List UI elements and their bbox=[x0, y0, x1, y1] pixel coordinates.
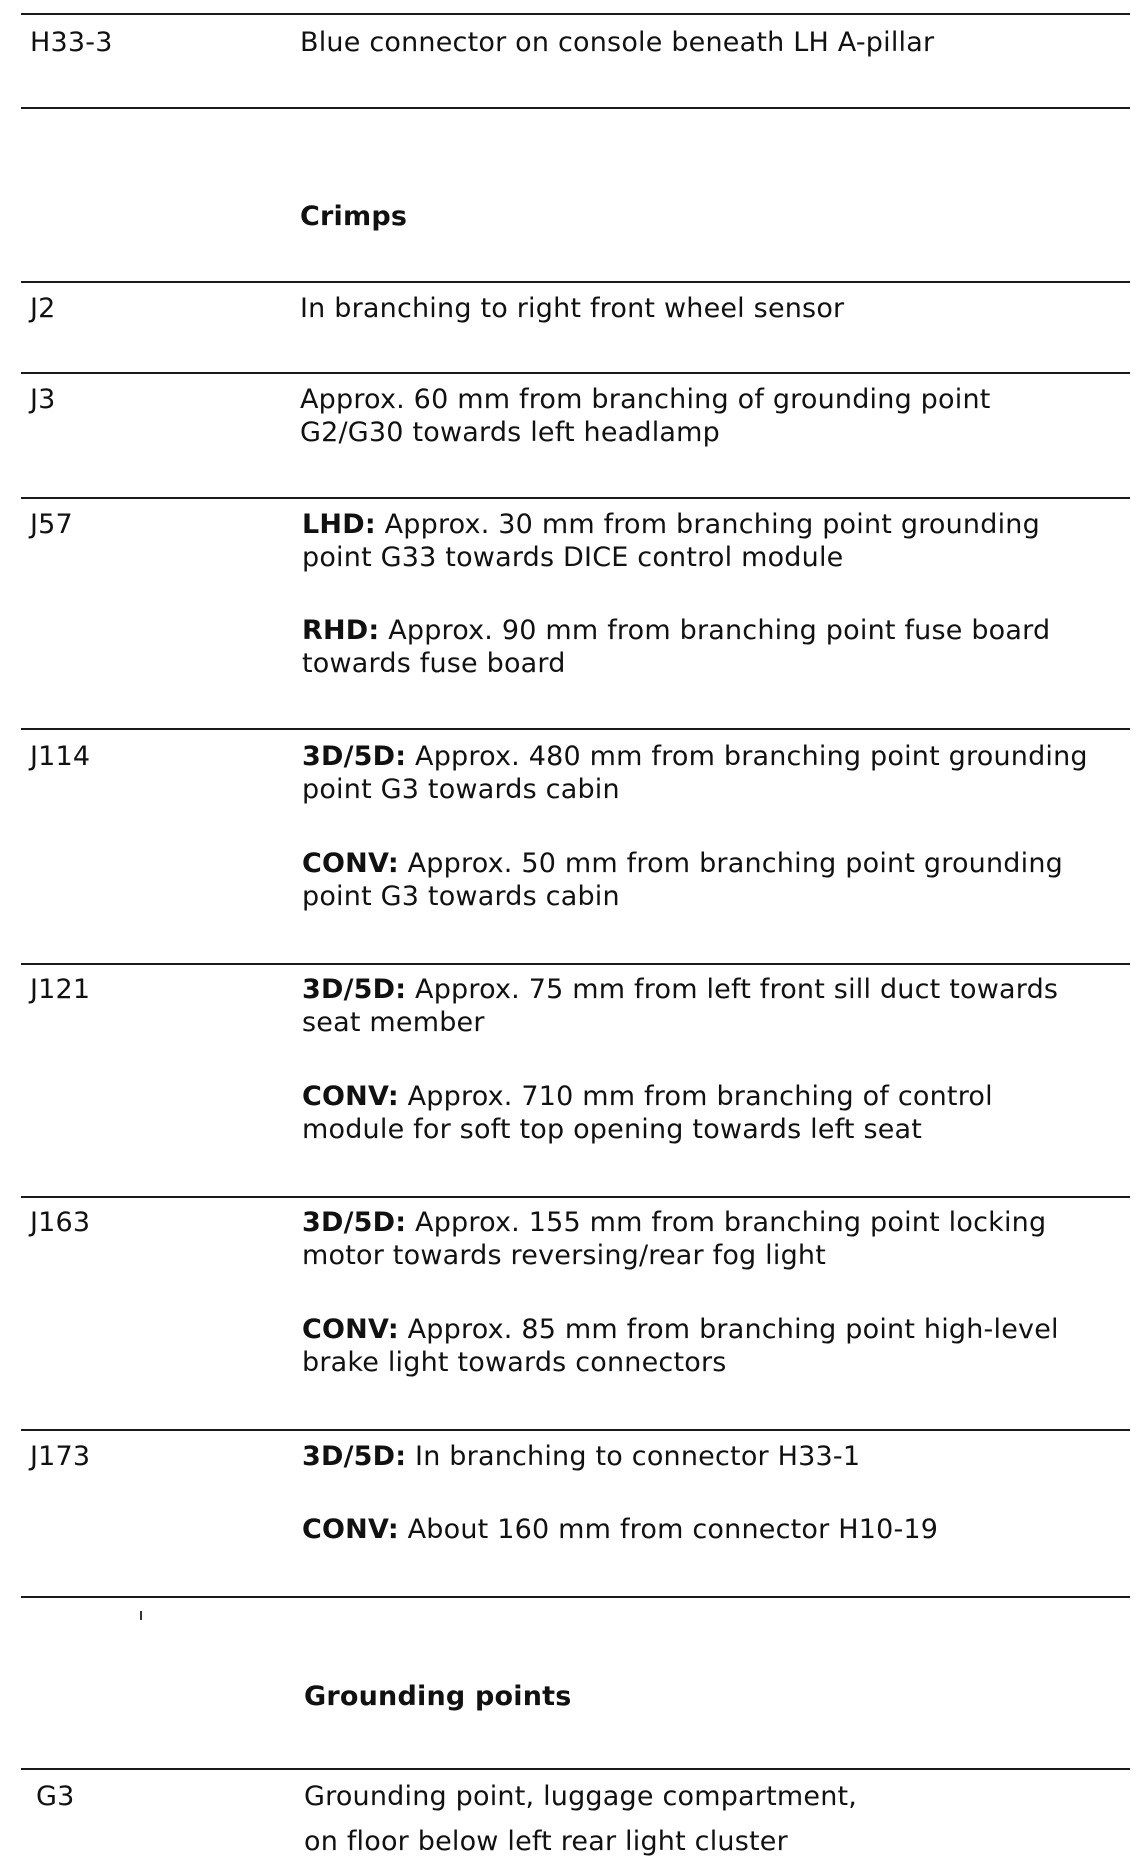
variant-text: Approx. 90 mm from branching point fuse board bbox=[379, 615, 1051, 646]
row-description-line: motor towards reversing/rear fog light bbox=[302, 1240, 827, 1271]
row-code: J163 bbox=[30, 1207, 91, 1238]
row-description-line: G2/G30 towards left headlamp bbox=[300, 417, 721, 448]
row-description-line: module for soft top opening towards left seat bbox=[302, 1114, 923, 1145]
row-description-line bbox=[302, 1206, 1046, 1239]
variant-text: Approx. 480 mm from branching point grounding bbox=[406, 741, 1088, 772]
rule bbox=[21, 963, 1130, 965]
rule bbox=[21, 107, 1130, 109]
variant-text: About 160 mm from connector H10-19 bbox=[398, 1514, 939, 1545]
rule bbox=[21, 13, 1130, 15]
row-code: G3 bbox=[36, 1781, 75, 1812]
rule bbox=[21, 372, 1130, 374]
stray-mark bbox=[140, 1611, 142, 1620]
variant-label: RHD: bbox=[302, 615, 380, 646]
variant-label: LHD: bbox=[302, 509, 376, 540]
row-code: J114 bbox=[30, 741, 91, 772]
row-description: In branching to right front wheel sensor bbox=[300, 293, 845, 324]
variant-label: 3D/5D: bbox=[302, 974, 407, 1005]
row-description-line bbox=[302, 614, 1050, 647]
variant-label: CONV: bbox=[302, 848, 399, 879]
row-description-line: seat member bbox=[302, 1007, 485, 1038]
row-description-line bbox=[302, 740, 1088, 773]
row-description-line bbox=[302, 973, 1058, 1006]
rule bbox=[21, 1596, 1130, 1598]
row-description-line: on floor below left rear light cluster bbox=[304, 1826, 788, 1857]
row-description-line bbox=[302, 1080, 993, 1113]
row-description-line: point G3 towards cabin bbox=[302, 774, 620, 805]
row-description-line bbox=[302, 1440, 860, 1473]
rule bbox=[21, 1429, 1130, 1431]
row-code: J3 bbox=[30, 384, 56, 415]
row-description-line bbox=[302, 1313, 1059, 1346]
row-description-line bbox=[302, 1513, 938, 1546]
row-description-line bbox=[302, 847, 1063, 880]
variant-text: Approx. 75 mm from left front sill duct towards bbox=[406, 974, 1059, 1005]
row-code: J57 bbox=[30, 509, 73, 540]
variant-text: Approx. 30 mm from branching point grounding bbox=[375, 509, 1040, 540]
row-description-line: point G3 towards cabin bbox=[302, 881, 620, 912]
variant-label: 3D/5D: bbox=[302, 741, 407, 772]
variant-text: Approx. 85 mm from branching point high-level bbox=[398, 1314, 1059, 1345]
rule bbox=[21, 1196, 1130, 1198]
row-description-line: Grounding point, luggage compartment, bbox=[304, 1781, 858, 1812]
section-heading-crimps: Crimps bbox=[300, 201, 408, 232]
variant-text: Approx. 710 mm from branching of control bbox=[398, 1081, 993, 1112]
row-description-line: brake light towards connectors bbox=[302, 1347, 727, 1378]
row-description-line: Approx. 60 mm from branching of grounding point bbox=[300, 384, 991, 415]
variant-label: CONV: bbox=[302, 1514, 399, 1545]
row-code: J173 bbox=[30, 1441, 91, 1472]
row-code: J121 bbox=[30, 974, 91, 1005]
row-description-line: towards fuse board bbox=[302, 648, 566, 679]
rule bbox=[21, 1768, 1130, 1770]
rule bbox=[21, 728, 1130, 730]
row-code: H33-3 bbox=[30, 27, 113, 58]
row-description-line bbox=[302, 508, 1040, 541]
variant-label: CONV: bbox=[302, 1081, 399, 1112]
variant-label: 3D/5D: bbox=[302, 1207, 407, 1238]
rule bbox=[21, 281, 1130, 283]
rule bbox=[21, 497, 1130, 499]
variant-label: 3D/5D: bbox=[302, 1441, 407, 1472]
variant-text: In branching to connector H33-1 bbox=[406, 1441, 861, 1472]
row-description-line: point G33 towards DICE control module bbox=[302, 542, 844, 573]
row-description: Blue connector on console beneath LH A-pillar bbox=[300, 27, 935, 58]
variant-text: Approx. 50 mm from branching point grounding bbox=[398, 848, 1063, 879]
variant-label: CONV: bbox=[302, 1314, 399, 1345]
section-heading-grounding-points: Grounding points bbox=[304, 1681, 572, 1712]
variant-text: Approx. 155 mm from branching point locking bbox=[406, 1207, 1047, 1238]
row-code: J2 bbox=[30, 293, 56, 324]
